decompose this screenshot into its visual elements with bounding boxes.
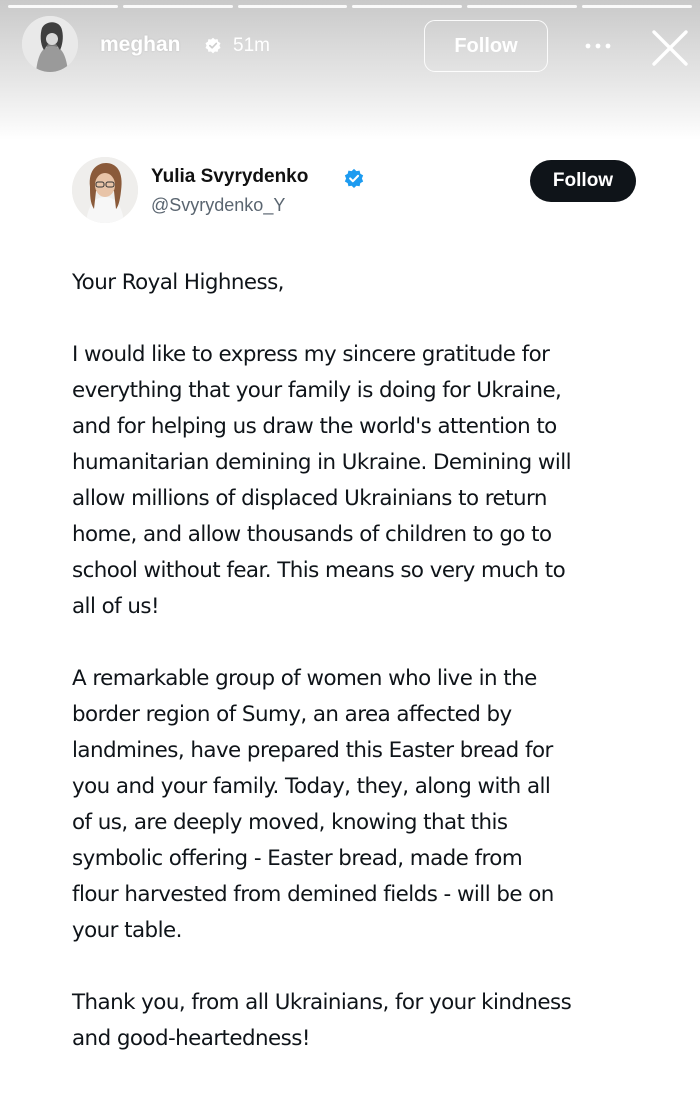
tweet-author-handle[interactable]: @Svyrydenko_Y	[151, 195, 286, 215]
progress-segment	[467, 5, 577, 8]
avatar-image	[22, 16, 78, 72]
story-follow-button[interactable]: Follow	[424, 20, 548, 72]
progress-segment	[582, 5, 692, 8]
close-icon[interactable]	[650, 28, 690, 68]
more-options-icon[interactable]	[582, 38, 614, 54]
story-header	[0, 14, 700, 80]
tweet-body	[72, 265, 662, 1093]
tweet-paragraph: Your Royal Highness,	[72, 270, 284, 295]
story-progress-bar	[8, 5, 692, 9]
tweet-paragraph: I would like to express my sincere gratitude for everything that your family is doing for Ukraine, and for helping us draw the world's attention to humanitarian demining in Ukraine. Demining will allow millions of displaced Ukrainians to return home, and allow thousands of children to go to school without fear. This means so very much to all of us!	[72, 342, 572, 619]
progress-segment	[123, 5, 233, 8]
story-timestamp: 51m	[233, 35, 270, 56]
progress-segment	[238, 5, 348, 8]
story-avatar[interactable]	[22, 16, 78, 72]
story-username[interactable]: meghan	[100, 33, 181, 56]
author-avatar-image	[72, 157, 138, 223]
verified-badge-icon	[343, 168, 365, 190]
progress-segment	[8, 5, 118, 8]
tweet-follow-button[interactable]: Follow	[530, 160, 636, 202]
tweet-author-avatar[interactable]	[72, 157, 138, 223]
tweet-paragraph: Thank you, from all Ukrainians, for your kindness and good-heartedness!	[72, 990, 572, 1051]
tweet-author-name[interactable]: Yulia Svyrydenko	[151, 166, 309, 187]
verified-badge-icon	[204, 37, 222, 55]
progress-segment	[352, 5, 462, 8]
tweet-paragraph: A remarkable group of women who live in the border region of Sumy, an area affected by landmines, have prepared this Easter bread for you and your family. Today, they, along with all of us, are deeply moved, knowing that this symbolic offering - Easter bread, made from flour harvested from demined fields - will be on your table.	[72, 666, 554, 943]
